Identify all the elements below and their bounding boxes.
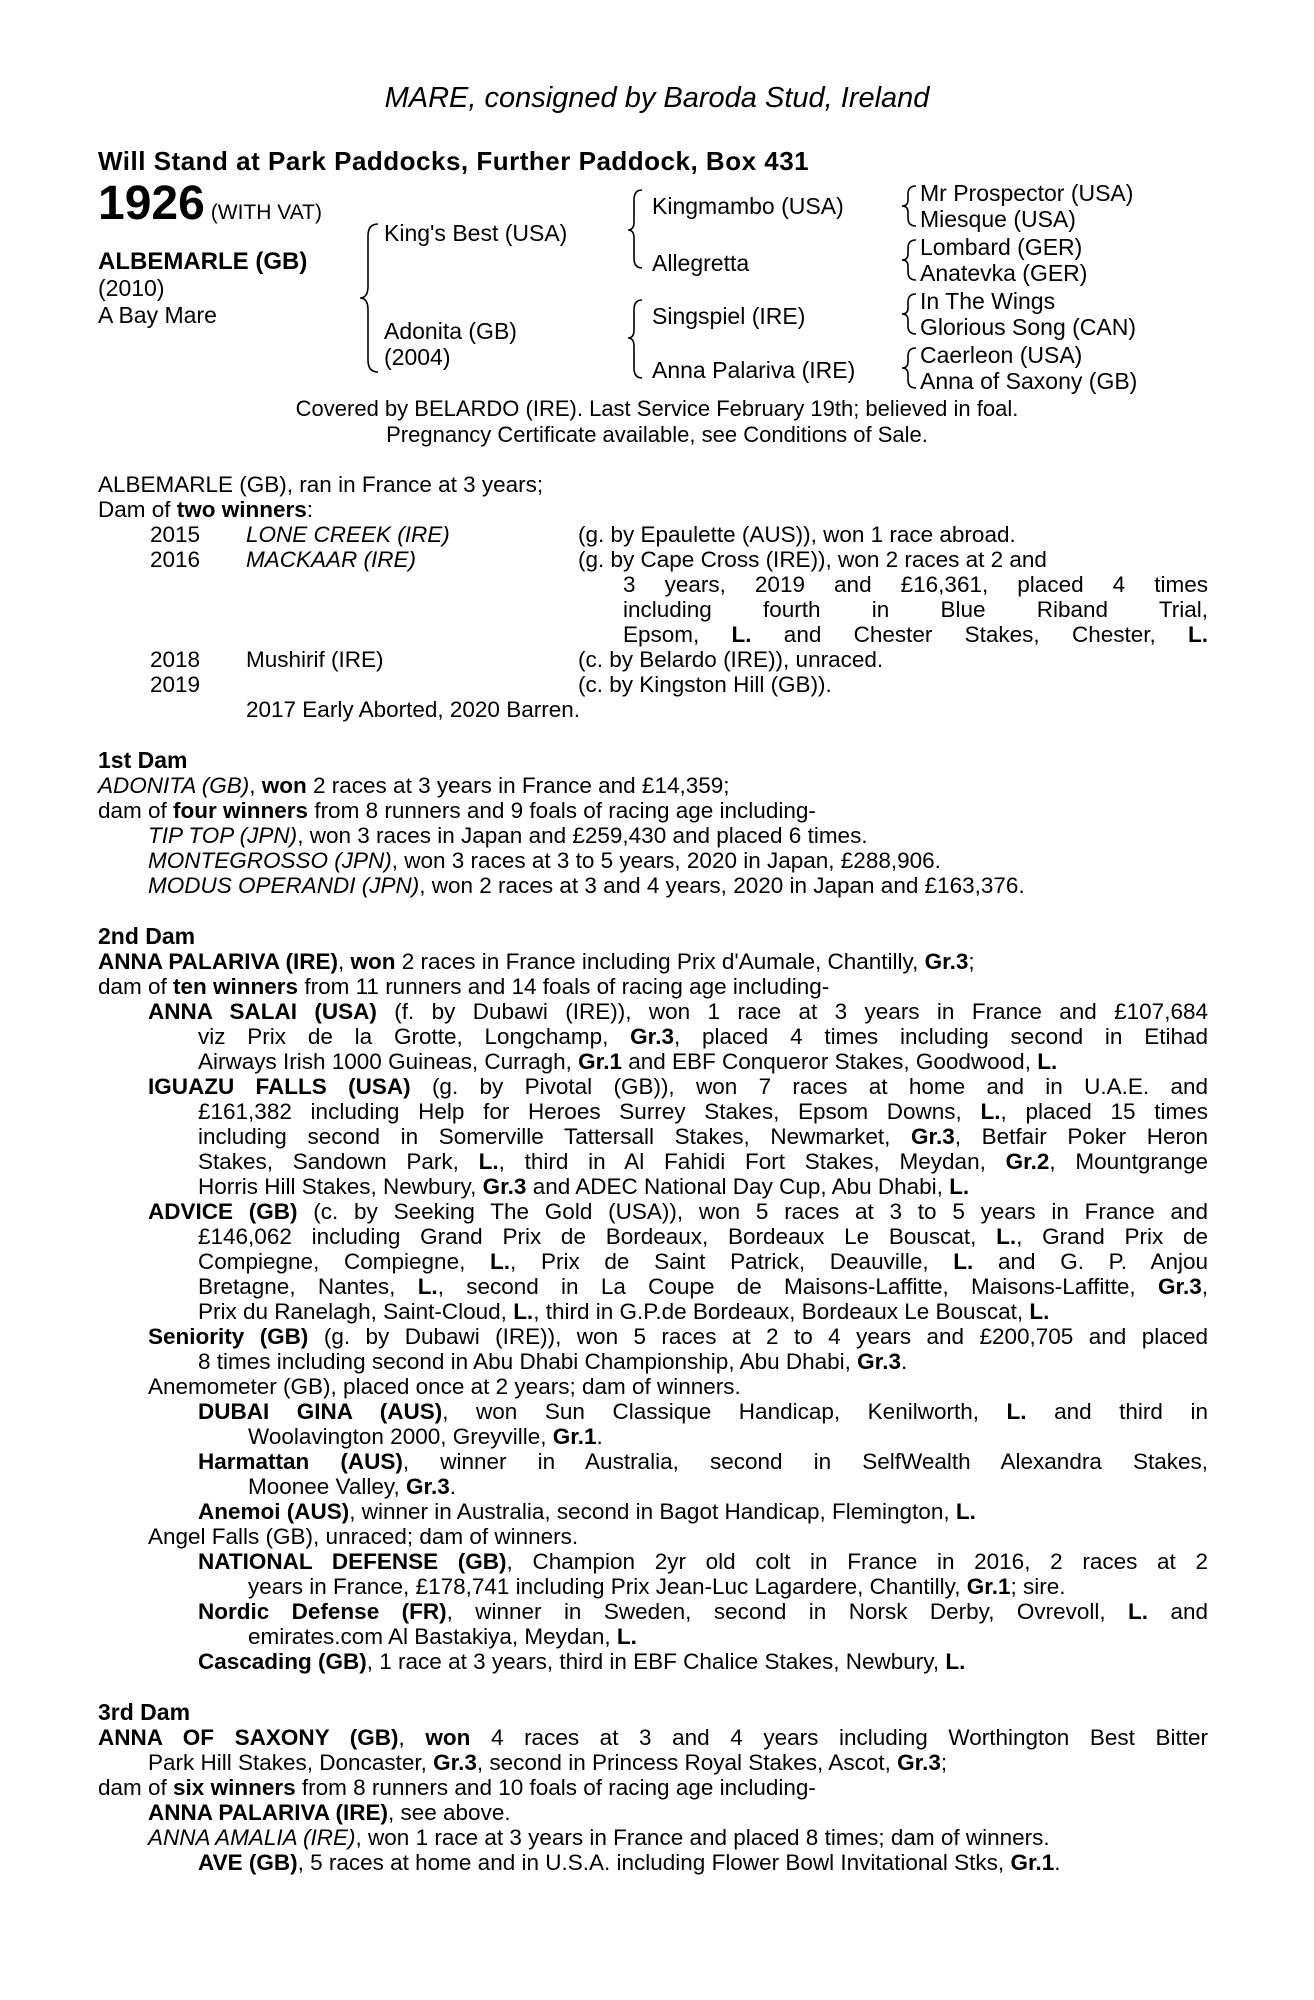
progeny-line: ADVICE (GB) (c. by Seeking The Gold (USA)), won 5 races at 3 to 5 years in France and — [148, 1199, 1209, 1224]
second-dam-section — [98, 924, 1208, 1674]
covered-notice — [0, 396, 1314, 448]
covered-line-2: Pregnancy Certificate available, see Conditions of Sale. — [386, 422, 928, 447]
mare-record-line: ALBEMARLE (GB), ran in France at 3 years; — [98, 472, 544, 497]
progeny-line: Angel Falls (GB), unraced; dam of winners. — [148, 1524, 579, 1549]
horse-description: A Bay Mare — [98, 302, 217, 328]
dam-line: dam of six winners from 8 runners and 10 foals of racing age including- — [98, 1775, 816, 1800]
progeny-line: Compiegne, Compiegne, L., Prix de Saint Patrick, Deauville, L. and G. P. Anjou — [198, 1249, 1209, 1274]
progeny-line: viz Prix de la Grotte, Longchamp, Gr.3, placed 4 times including second in Etihad — [198, 1024, 1209, 1049]
progeny-line: £161,382 including Help for Heroes Surrey Stakes, Epsom Downs, L., placed 15 times — [198, 1099, 1208, 1124]
dam-line: Park Hill Stakes, Doncaster, Gr.3, second in Princess Royal Stakes, Ascot, Gr.3; — [148, 1750, 948, 1775]
horse-name: ALBEMARLE (GB) — [98, 248, 308, 275]
ped-dds: Caerleon (USA) — [920, 342, 1083, 368]
dam-line: dam of four winners from 8 runners and 9 foals of racing age including- — [98, 798, 816, 823]
ped-sire: King's Best (USA) — [384, 220, 568, 246]
consignor-title: MARE, consigned by Baroda Stud, Ireland — [384, 82, 930, 114]
ped-ss: Kingmambo (USA) — [652, 193, 844, 219]
ped-sdd: Anatevka (GER) — [920, 260, 1088, 286]
lot-number: 1926 — [98, 177, 205, 230]
covered-line-1: Covered by BELARDO (IRE). Last Service February 19th; believed in foal. — [295, 396, 1019, 421]
progeny-line: ANNA PALARIVA (IRE), see above. — [148, 1800, 511, 1825]
dam-line: ADONITA (GB), won 2 races at 3 years in France and £14,359; — [98, 773, 730, 798]
produce-row: 2015 LONE CREEK (IRE) (g. by Epaulette (AUS)), won 1 race abroad. — [150, 522, 1016, 547]
ped-ds: Singspiel (IRE) — [652, 303, 806, 329]
dam-line: ANNA PALARIVA (IRE), won 2 races in France including Prix d'Aumale, Chantilly, Gr.3; — [98, 949, 975, 974]
mare-record — [98, 472, 1208, 722]
grandprogeny-line: DUBAI GINA (AUS), won Sun Classique Handicap, Kenilworth, L. and third in — [198, 1399, 1208, 1424]
brace-dam — [628, 300, 642, 378]
ped-ddd: Anna of Saxony (GB) — [920, 368, 1138, 394]
grandprogeny-line: AVE (GB), 5 races at home and in U.S.A. including Flower Bowl Invitational Stks, Gr.1. — [198, 1850, 1061, 1875]
progeny-line: Bretagne, Nantes, L., second in La Coupe de Maisons-Laffitte, Maisons-Laffitte, Gr.3, — [198, 1274, 1208, 1299]
progeny-line: MONTEGROSSO (JPN), won 3 races at 3 to 5 years, 2020 in Japan, £288,906. — [148, 848, 941, 873]
progeny-line: Airways Irish 1000 Guineas, Curragh, Gr.1 and EBF Conqueror Stakes, Goodwood, L. — [198, 1049, 1058, 1074]
brace-dd — [902, 348, 916, 388]
produce-row-cont: Epsom, L. and Chester Stakes, Chester, L. — [623, 622, 1208, 647]
progeny-line: TIP TOP (JPN), won 3 races in Japan and £259,430 and placed 6 times. — [148, 823, 868, 848]
third-dam-section — [98, 1700, 1208, 1875]
progeny-line: Stakes, Sandown Park, L., third in Al Fahidi Fort Stakes, Meydan, Gr.2, Mountgrange — [198, 1149, 1208, 1174]
produce-row: 2018 Mushirif (IRE) (c. by Belardo (IRE)), unraced. — [150, 647, 884, 672]
brace-sd — [902, 240, 916, 280]
progeny-line: IGUAZU FALLS (USA) (g. by Pivotal (GB)), won 7 races at home and in U.A.E. and — [148, 1074, 1209, 1099]
produce-row-cont: 3 years, 2019 and £16,361, placed 4 times — [623, 572, 1208, 597]
ped-dam: Adonita (GB) — [384, 318, 517, 344]
ped-dd: Anna Palariva (IRE) — [652, 357, 856, 383]
horse-year: (2010) — [98, 275, 165, 301]
grandprogeny-line: Cascading (GB), 1 race at 3 years, third in EBF Chalice Stakes, Newbury, L. — [198, 1649, 966, 1674]
produce-row: 2017 Early Aborted, 2020 Barren. — [246, 697, 580, 722]
produce-row: 2019 (c. by Kingston Hill (GB)). — [150, 672, 832, 697]
brace-ss — [902, 186, 916, 226]
ped-dss: In The Wings — [920, 288, 1056, 314]
progeny-line: ANNA AMALIA (IRE), won 1 race at 3 years in France and placed 8 times; dam of winners. — [148, 1825, 1050, 1850]
ped-sd: Allegretta — [652, 250, 750, 276]
brace-ds — [902, 294, 916, 334]
ped-dsd: Glorious Song (CAN) — [920, 314, 1137, 340]
section-heading: 3rd Dam — [98, 1699, 191, 1725]
grandprogeny-line: emirates.com Al Bastakiya, Meydan, L. — [248, 1624, 637, 1649]
first-dam-section — [98, 748, 1208, 898]
ped-ssd: Miesque (USA) — [920, 206, 1076, 232]
grandprogeny-line: Anemoi (AUS), winner in Australia, second in Bagot Handicap, Flemington, L. — [198, 1499, 976, 1524]
ped-sss: Mr Prospector (USA) — [920, 180, 1134, 206]
vat-label: (WITH VAT) — [210, 201, 322, 224]
stand-location: Will Stand at Park Paddocks, Further Paddock, Box 431 — [98, 146, 810, 176]
ped-dam-year: (2004) — [384, 344, 451, 370]
brace-main — [360, 224, 378, 372]
produce-table — [98, 522, 1208, 722]
progeny-line: Prix du Ranelagh, Saint-Cloud, L., third in G.P.de Bordeaux, Bordeaux Le Bouscat, L. — [198, 1299, 1050, 1324]
grandprogeny-line: Nordic Defense (FR), winner in Sweden, second in Norsk Derby, Ovrevoll, L. and — [198, 1599, 1208, 1624]
progeny-line: ANNA SALAI (USA) (f. by Dubawi (IRE)), won 1 race at 3 years in France and £107,684 — [148, 999, 1208, 1024]
progeny-line: Horris Hill Stakes, Newbury, Gr.3 and ADEC National Day Cup, Abu Dhabi, L. — [198, 1174, 970, 1199]
progeny-line: Seniority (GB) (g. by Dubawi (IRE)), won 5 races at 2 to 4 years and £200,705 and placed — [148, 1324, 1208, 1349]
progeny-line: Anemometer (GB), placed once at 2 years; dam of winners. — [148, 1374, 741, 1399]
grandprogeny-line: Woolavington 2000, Greyville, Gr.1. — [248, 1424, 603, 1449]
produce-row: 2016 MACKAAR (IRE) (g. by Cape Cross (IRE)), won 2 races at 2 and — [150, 547, 1047, 572]
section-heading: 2nd Dam — [98, 923, 196, 949]
mare-record-line: Dam of two winners: — [98, 497, 314, 522]
grandprogeny-line: years in France, £178,741 including Prix Jean-Luc Lagardere, Chantilly, Gr.1; sire. — [248, 1574, 1066, 1599]
progeny-line: £146,062 including Grand Prix de Bordeaux, Bordeaux Le Bouscat, L., Grand Prix de — [198, 1224, 1208, 1249]
grandprogeny-line: Harmattan (AUS), winner in Australia, second in SelfWealth Alexandra Stakes, — [198, 1449, 1208, 1474]
grandprogeny-line: Moonee Valley, Gr.3. — [248, 1474, 457, 1499]
dam-line: dam of ten winners from 11 runners and 14 foals of racing age including- — [98, 974, 830, 999]
progeny-line: MODUS OPERANDI (JPN), won 2 races at 3 and 4 years, 2020 in Japan and £163,376. — [148, 873, 1025, 898]
section-heading: 1st Dam — [98, 747, 188, 773]
brace-sire — [628, 190, 642, 268]
dam-line: ANNA OF SAXONY (GB), won 4 races at 3 and 4 years including Worthington Best Bitter — [98, 1725, 1208, 1750]
progeny-line: including second in Somerville Tattersall Stakes, Newmarket, Gr.3, Betfair Poker Heron — [198, 1124, 1209, 1149]
grandprogeny-line: NATIONAL DEFENSE (GB), Champion 2yr old colt in France in 2016, 2 races at 2 — [198, 1549, 1208, 1574]
progeny-line: 8 times including second in Abu Dhabi Championship, Abu Dhabi, Gr.3. — [198, 1349, 908, 1374]
produce-row-cont: including fourth in Blue Riband Trial, — [623, 597, 1208, 622]
ped-sds: Lombard (GER) — [920, 234, 1083, 260]
